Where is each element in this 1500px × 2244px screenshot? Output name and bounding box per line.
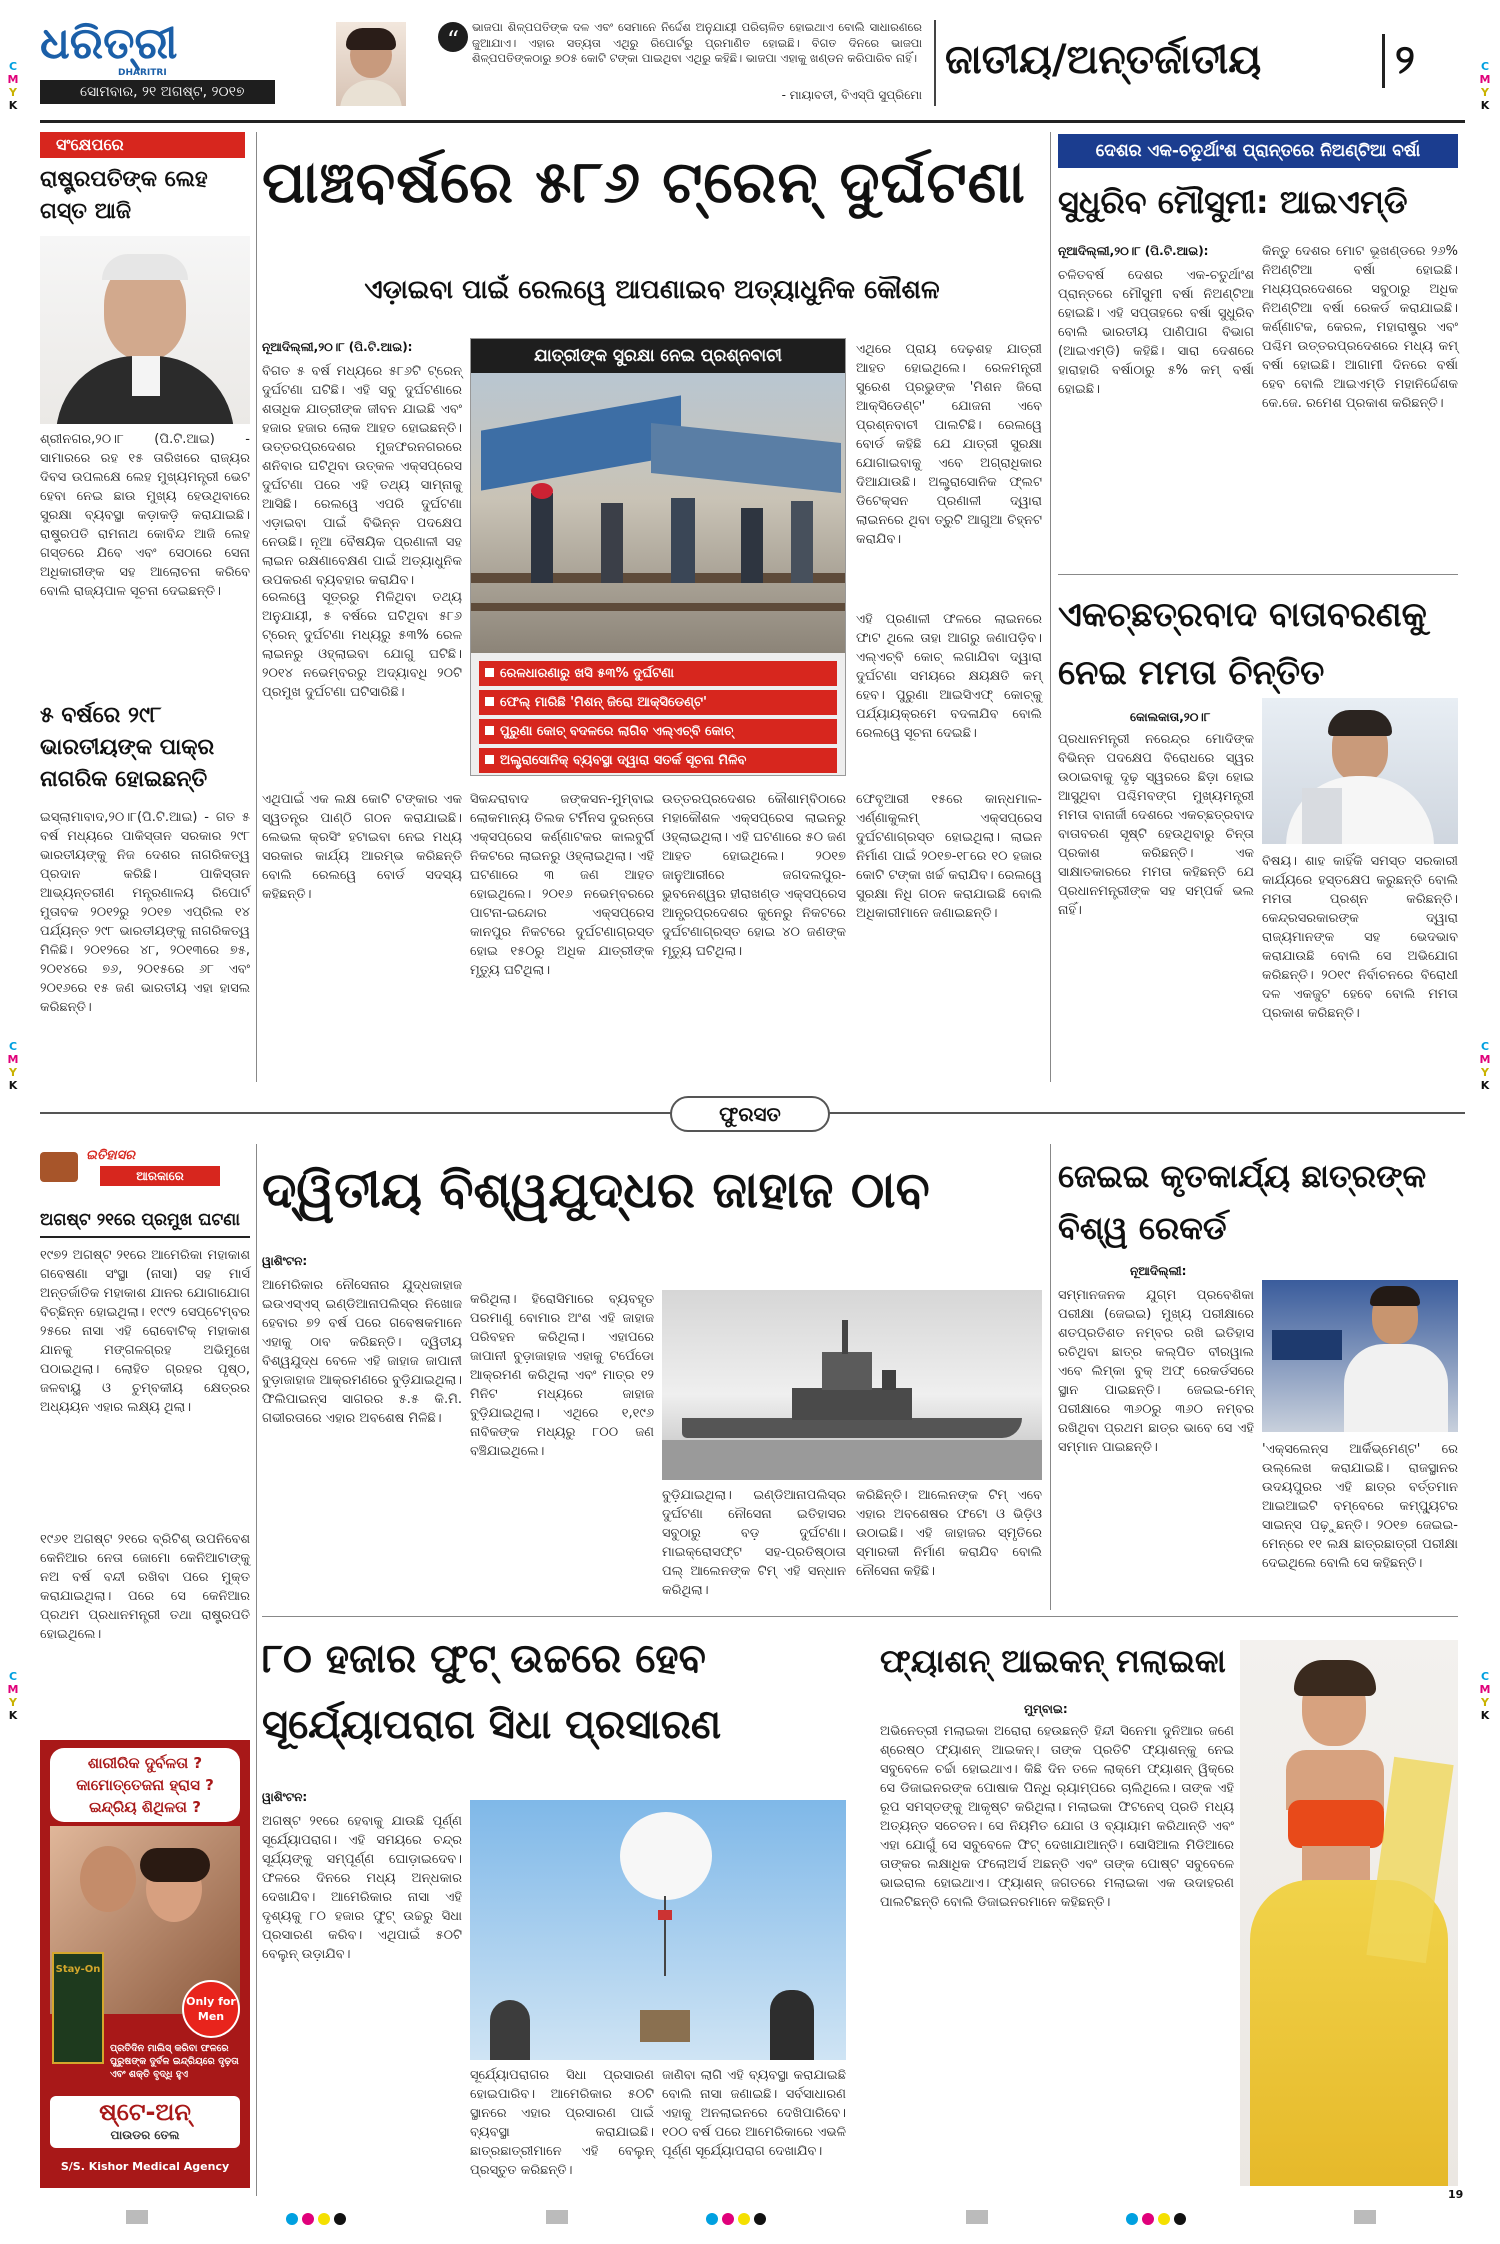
ad-question-2: କାମୋତ୍ତେଜନା ହ୍ରାସ ? xyxy=(76,1776,214,1794)
ship-col-3: ବୁଡ଼ିଯାଇଥିଲା। ଇଣ୍ଡିଆନାପଲିସ୍‌ର ଦୁର୍ଘଟଣା ନୌସେନା ଇତିହାସର ସବୁଠାରୁ ବଡ଼ ଦୁର୍ଘଟଣା। ମାଇକ୍ରୋସଫ୍ଟ ସହ-ପ୍ରତିଷ୍ଠାତା ପଲ୍ ଆଲେନଙ୍କ ଟିମ୍ ଏହି ସନ୍ଧାନ କରିଥିଲା। xyxy=(662,1488,846,1598)
monsoon-col-1: ଚଳିତବର୍ଷ ଦେଶର ଏକ-ଚତୁର୍ଥାଂଶ ପ୍ରାନ୍ତରେ ମୌସୁମୀ ବର୍ଷା ନିଅଣ୍ଟିଆ ହୋଇଛି। ଏହି ସପ୍ତାହରେ ବର୍ଷା ସୁଧୁରିବ ବୋଲି ଭାରତୀୟ ପାଣିପାଗ ବିଭାଗ (ଆଇଏମ୍‌ଡି) କହିଛି। ସାରା ଦେଶରେ ହାରାହାରି ବର୍ଷାଠାରୁ ୫% କମ୍ ବର୍ଷା ହୋଇଛି। xyxy=(1058,268,1254,397)
train-headline: ପାଞ୍ଚବର୍ଷରେ ୫୮୬ ଟ୍ରେନ୍ ଦୁର୍ଘଟଣା xyxy=(262,148,1026,216)
train-highlight-item: ପୁରୁଣା କୋଚ୍ ବଦଳରେ ଲାଗିବ ଏଲ୍‌ଏଚ୍‌ବି କୋଚ୍ xyxy=(479,719,837,744)
mamata-col-2: ବିଷୟ। ଶାହ କାହିଁକି ସମସ୍ତ ସରକାରୀ କାର୍ଯ୍ୟରେ ହସ୍ତକ୍ଷେପ କରୁଛନ୍ତି ବୋଲି ମମତା ପ୍ରଶ୍ନ କରିଛନ୍ତି। କେନ୍ଦ୍ରସରକାରଙ୍କ ଦ୍ୱାରା ରାଜ୍ୟମାନଙ୍କ ସହ ଭେଦଭାବ କରାଯାଉଛି ବୋଲି ସେ ଅଭିଯୋଗ କରିଛନ୍ତି। ୨୦୧୯ ନିର୍ବାଚନରେ ବିରୋଧୀ ଦଳ ଏକଜୁଟ ହେବେ ବୋଲି ମମତା ପ୍ରକାଶ କରିଛନ୍ତି। xyxy=(1262,854,1458,1021)
brief-body-1: ଶ୍ରୀନଗର,୨୦।୮ (ପି.ଟି.ଆଇ) - ସାମାରରେ ରହ ୧୫ ତାରିଖରେ ରାଜ୍ୟର ଦିବସ ଉପଲକ୍ଷେ ଲେହ ମୁଖ୍ୟମନ୍ତ୍ରୀ ଭେଟ ହେବା ନେଇ ଛାଉ ମୁଖ୍ୟ ହେଉଥିବାରେ ସୁରକ୍ଷା ବ୍ୟବସ୍ଥା କଡ଼ାକଡ଼ି କରାଯାଇଛି। ରାଷ୍ଟ୍ରପତି ରାମନାଥ କୋବିନ୍ଦ ଆଜି ଲେହ ଗସ୍ତରେ ଯିବେ ଏବଂ ସେଠାରେ ସେନା ଅଧିକାରୀଙ୍କ ସହ ଆଲୋଚନା କରିବେ ବୋଲି ରାଜ୍ୟପାଳ ସୂଚନା ଦେଇଛନ୍ତି। xyxy=(40,432,250,599)
monsoon-kicker: ଦେଶର ଏକ-ଚତୁର୍ଥାଂଶ ପ୍ରାନ୍ତରେ ନିଅଣ୍ଟିଆ ବର୍ଷା xyxy=(1058,134,1458,168)
history-item-1: ୧୯୭୨ ଅଗଷ୍ଟ ୨୧ରେ ଆମେରିକା ମହାକାଶ ଗବେଷଣା ସଂସ୍ଥା (ନାସା) ସହ ମାର୍ସ ଅନ୍ତର୍ଜାତିକ ମହାକାଶ ଯାନର ଯୋଗାଯୋଗ ବିଚ୍ଛିନ୍ନ ହୋଇଥିଲା। ୧୯୯୨ ସେପ୍ଟେମ୍ବର ୨୫ରେ ନାସା ଏହି ରୋବୋଟିକ୍ ମହାକାଶ ଯାନକୁ ମଙ୍ଗଳଗ୍ରହ ଅଭିମୁଖେ ପଠାଇଥିଲା। ଲୋହିତ ଗ୍ରହର ପୃଷ୍ଠ, ଜଳବାୟୁ ଓ ଚୁମ୍ବକୀୟ କ୍ଷେତ୍ରର ଅଧ୍ୟୟନ ଏହାର ଲକ୍ଷ୍ୟ ଥିଲା। xyxy=(40,1248,250,1415)
monsoon-dateline: ନୂଆଦିଲ୍ଲୀ,୨୦।୮ (ପି.ଟି.ଆଇ): xyxy=(1058,244,1209,258)
mamata-photo xyxy=(1262,698,1458,844)
warship-photo xyxy=(662,1290,1042,1480)
eclipse-col-1: ଅଗଷ୍ଟ ୨୧ରେ ହେବାକୁ ଯାଉଛି ପୂର୍ଣ୍ଣ ସୂର୍ଯ୍ୟୋପରାଗ। ଏହି ସମୟରେ ଚନ୍ଦ୍ର ସୂର୍ଯ୍ୟଙ୍କୁ ସମ୍ପୂର୍ଣ୍ଣ ଘୋଡ଼ାଇଦେବ। ଫଳରେ ଦିନରେ ମଧ୍ୟ ଅନ୍ଧକାର ଦେଖାଯିବ। ଆମେରିକାର ନାସା ଏହି ଦୃଶ୍ୟକୁ ୮୦ ହଜାର ଫୁଟ୍ ଉଚ୍ଚରୁ ସିଧା ପ୍ରସାରଣ କରିବ। ଏଥିପାଇଁ ୫୦ଟି ବେଲୁନ୍ ଉଡ଼ାଯିବ। xyxy=(262,1814,462,1962)
advertisement[interactable] xyxy=(40,1740,250,2188)
quote-author: - ମାୟାବତୀ, ବିଏସ୍‌ପି ସୁପ୍ରିମୋ xyxy=(781,88,922,102)
mamata-dateline: କୋଲକାତା,୨୦।୮ xyxy=(1130,710,1211,724)
train-accident-photo xyxy=(471,373,845,653)
train-photo-caption: ଯାତ୍ରୀଙ୍କ ସୁରକ୍ଷା ନେଇ ପ୍ରଶ୍ନବାଚୀ xyxy=(471,339,845,373)
mamata-headline: ଏକଚ୍ଛତ୍ରବାଦ ବାତାବରଣକୁ ନେଇ ମମତା ଚିନ୍ତିତ xyxy=(1058,595,1427,693)
jee-student-photo xyxy=(1262,1280,1458,1432)
mayawati-photo xyxy=(336,22,406,106)
masthead-logo-block xyxy=(40,18,280,118)
president-photo xyxy=(40,236,250,424)
registration-mark-top-right: C M Y K xyxy=(1479,60,1491,112)
fashion-body: ଅଭିନେତ୍ରୀ ମଲାଇକା ଅରୋରା ହେଉଛନ୍ତି ହିନ୍ଦୀ ସିନେମା ଦୁନିଆର ଜଣେ ଶ୍ରେଷ୍ଠ ଫ୍ୟାଶନ୍ ଆଇକନ୍। ତାଙ୍କ ପ୍ରତିଟି ଫ୍ୟାଶନ୍‌କୁ ନେଇ ସବୁବେଳେ ଚର୍ଚ୍ଚା ହୋଇଥାଏ। କିଛି ଦିନ ତଳେ ଲାକ୍ମେ ଫ୍ୟାଶନ୍ ୱିକ୍‌ରେ ସେ ଡିଜାଇନରଙ୍କ ପୋଷାକ ପିନ୍ଧି ର‌୍ୟାମ୍ପରେ ଚାଲିଥିଲେ। ତାଙ୍କ ଏହି ରୂପ ସମସ୍ତଙ୍କୁ ଆକୃଷ୍ଟ କରିଥିଲା। ମଲାଇକା ଫିଟନେସ୍ ପ୍ରତି ମଧ୍ୟ ଅତ୍ୟନ୍ତ ସଚେତନ। ସେ ନିୟମିତ ଯୋଗ ଓ ବ୍ୟାୟାମ କରିଥାନ୍ତି ଏବଂ ଏହା ଯୋଗୁଁ ସେ ସବୁବେଳେ ଫିଟ୍ ଦେଖାଯାଆନ୍ତି। ସୋସିଆଲ ମିଡିଆରେ ତାଙ୍କର ଲକ୍ଷାଧିକ ଫଲୋଅର୍ସ ଅଛନ୍ତି ଏବଂ ତାଙ୍କ ପୋଷ୍ଟ ସବୁବେଳେ ଭାଇରାଲ ହୋଇଥାଏ। ଫ୍ୟାଶନ୍ ଜଗତରେ ମଲାଇକା ଏକ ଉଦାହରଣ ପାଲଟିଛନ୍ତି ବୋଲି ଡିଜାଇନରମାନେ କହିଛନ୍ତି। xyxy=(880,1724,1234,1910)
registration-mark-mid-right: C M Y K xyxy=(1479,1040,1491,1092)
quote-icon: “ xyxy=(438,22,468,52)
ad-badge: Only for Men xyxy=(182,1980,240,2038)
registration-mark-low-right: C M Y K xyxy=(1479,1670,1491,1722)
train-col-7: ଏଥିପାଇଁ ଏକ ଲକ୍ଷ କୋଟି ଟଙ୍କାର ଏକ ସ୍ୱତନ୍ତ୍ର ପାଣ୍ଠି ଗଠନ କରାଯାଇଛି। ଲେଭଲ କ୍ରସିଂ ହଟାଇବା ନେଇ ମଧ୍ୟ ସରକାର କାର୍ଯ୍ୟ ଆରମ୍ଭ କରିଛନ୍ତି ବୋଲି ରେଲୱେ ବୋର୍ଡ ସଦସ୍ୟ କହିଛନ୍ତି। xyxy=(262,792,462,902)
ad-question-3: ଇନ୍ଦ୍ରିୟ ଶିଥିଳତା ? xyxy=(89,1798,201,1816)
ship-col-4: କରିଛିନ୍ତି। ଆଲେନଙ୍କ ଟିମ୍ ଏବେ ଏହାର ଅବଶେଷର ଫଟୋ ଓ ଭିଡ଼ିଓ ଉଠାଇଛି। ଏହି ଜାହାଜର ସ୍ମୃତିରେ ସ୍ମାରକୀ ନିର୍ମାଣ କରାଯିବ ବୋଲି ନୌସେନା କହିଛି। xyxy=(856,1488,1042,1579)
fashion-headline: ଫ୍ୟାଶନ୍ ଆଇକନ୍ ମଲାଇକା xyxy=(880,1642,1226,1680)
jee-headline: ଜେଇଇ କୃତକାର୍ଯ୍ୟ ଛାତ୍ରଙ୍କ ବିଶ୍ୱ ରେକର୍ଡ xyxy=(1058,1157,1427,1247)
folio-number: 19 xyxy=(1448,2188,1464,2201)
section-title: ଜାତୀୟ/ଅନ୍ତର୍ଜାତୀୟ xyxy=(945,37,1262,83)
print-color-bar xyxy=(126,2206,1376,2230)
eclipse-col-3: ଜାଣିବା ଲାଗି ଏହି ବ୍ୟବସ୍ଥା କରାଯାଇଛି ବୋଲି ନାସା ଜଣାଇଛି। ସର୍ବସାଧାରଣ ଏହାକୁ ଅନଲାଇନରେ ଦେଖିପାରିବେ। ୧୦୦ ବର୍ଷ ପରେ ଆମେରିକାରେ ଏଭଳି ପୂର୍ଣ୍ଣ ସୂର୍ଯ୍ୟୋପରାଗ ଦେଖାଯିବ। xyxy=(662,2068,846,2159)
jee-col-1: ସମ୍ମାନଜନକ ଯୁଗ୍ମ ପ୍ରବେଶିକା ପରୀକ୍ଷା (ଜେଇଇ) ମୁଖ୍ୟ ପରୀକ୍ଷାରେ ଶତପ୍ରତିଶତ ନମ୍ବର ରଖି ଇତିହାସ ରଚିଥିବା ଛାତ୍ର କଲ୍ପିତ ବୀରୱାଲ ଏବେ ଲିମ୍କା ବୁକ୍ ଅଫ୍ ରେକର୍ଡସରେ ସ୍ଥାନ ପାଇଛନ୍ତି। ଜେଇଇ-ମେନ୍ ପରୀକ୍ଷାରେ ୩୬୦ରୁ ୩୬୦ ନମ୍ବର ରଖିଥିବା ପ୍ରଥମ ଛାତ୍ର ଭାବେ ସେ ଏହି ସମ୍ମାନ ପାଇଛନ୍ତି। xyxy=(1058,1288,1254,1455)
history-item-2: ୧୯୬୧ ଅଗଷ୍ଟ ୨୧ରେ ବ୍ରିଟିଶ୍ ଉପନିବେଶ କେନିଆର ନେତା ଜୋମୋ କେନିଆଟାଙ୍କୁ ନଅ ବର୍ଷ ବନ୍ଦୀ ରଖିବା ପରେ ମୁକ୍ତ କରାଯାଇଥିଲା। ପରେ ସେ କେନିଆର ପ୍ରଥମ ପ୍ରଧାନମନ୍ତ୍ରୀ ତଥା ରାଷ୍ଟ୍ରପତି ହୋଇଥିଲେ। xyxy=(40,1532,250,1642)
history-label-block: ଇତିହାସର ଆରକାରେ xyxy=(40,1146,250,1204)
train-highlight-item: ଅଲ୍ଟ୍ରାସୋନିକ୍ ବ୍ୟବସ୍ଥା ଦ୍ୱାରା ସତର୍କ ସୂଚନା ମିଳିବ xyxy=(479,748,837,773)
history-title: ଅଗଷ୍ଟ ୨୧ରେ ପ୍ରମୁଖ ଘଟଣା xyxy=(40,1210,240,1230)
ship-dateline: ୱାଶିଂଟନ: xyxy=(262,1254,308,1268)
eclipse-headline: ୮୦ ହଜାର ଫୁଟ୍ ଉଚ୍ଚରେ ହେବ ସୂର୍ଯ୍ୟୋପରାଗ ସିଧା ପ୍ରସାରଣ xyxy=(262,1636,722,1748)
train-col-3: ଏଥିରେ ପ୍ରାୟ ଦେଢ଼ଶହ ଯାତ୍ରୀ ଆହତ ହୋଇଥିଲେ। ରେଳମନ୍ତ୍ରୀ ସୁରେଶ ପ୍ରଭୁଙ୍କ 'ମିଶନ ଜିରୋ ଆକ୍‌ସିଡେଣ୍ଟ' ଯୋଜନା ଏବେ ପ୍ରଶ୍ନବାଚୀ ପାଲଟିଛି। ରେଲୱେ ବୋର୍ଡ କହିଛି ଯେ ଯାତ୍ରୀ ସୁରକ୍ଷା ଯୋଗାଇବାକୁ ଏବେ ଅଗ୍ରାଧିକାର ଦିଆଯାଉଛି। ଅଲ୍ଟ୍ରାସୋନିକ ଫ୍ଲଟ ଡିଟେକ୍ସନ ପ୍ରଣାଳୀ ଦ୍ୱାରା ଲାଇନରେ ଥିବା ତ୍ରୁଟି ଆଗୁଆ ଚିହ୍ନଟ କରାଯିବ। xyxy=(856,342,1042,547)
mamata-col-1: ପ୍ରଧାନମନ୍ତ୍ରୀ ନରେନ୍ଦ୍ର ମୋଦିଙ୍କ ବିଭିନ୍ନ ପଦକ୍ଷେପ ବିରୋଧରେ ସ୍ୱର ଉଠାଇବାକୁ ଦୃଢ଼ ସ୍ୱରରେ ଛିଡ଼ା ହୋଇ ଆସୁଥିବା ପଶ୍ଚିମବଙ୍ଗ ମୁଖ୍ୟମନ୍ତ୍ରୀ ମମତା ବାନାର୍ଜୀ ଦେଶରେ ଏକଚ୍ଛତ୍ରବାଦ ବାତାବରଣ ସୃଷ୍ଟି ହେଉଥିବାରୁ ଚିନ୍ତା ପ୍ରକାଶ କରିଛନ୍ତି। ଏକ ସାକ୍ଷାତକାରରେ ମମତା କହିଛନ୍ତି ଯେ ପ୍ରଧାନମନ୍ତ୍ରୀଙ୍କ ସହ ସମ୍ପର୍କ ଭଲ ନାହିଁ। xyxy=(1058,732,1254,918)
ship-headline: ଦ୍ୱିତୀୟ ବିଶ୍ୱଯୁଦ୍ଧର ଜାହାଜ ଠାବ xyxy=(262,1161,930,1219)
ad-company: S/S. Kishor Medical Agency xyxy=(60,2160,230,2173)
newspaper-logo-sub: DHARITRI xyxy=(118,68,167,78)
train-highlights xyxy=(479,661,837,777)
registration-mark-mid-left: C M Y K xyxy=(7,1040,19,1092)
train-subhead: ଏଡ଼ାଇବା ପାଇଁ ରେଲୱେ ଆପଣାଇବ ଅତ୍ୟାଧୁନିକ କୌଶଳ xyxy=(364,275,940,305)
eclipse-dateline: ୱାଶିଂଟନ: xyxy=(262,1790,308,1804)
fashion-dateline: ମୁମ୍ବାଇ: xyxy=(1024,1702,1068,1716)
masthead-quote: ଭାଜପା ଶିଳ୍ପପତିଙ୍କ ଦଳ ଏବଂ ସେମାନେ ନିର୍ଦ୍ଦେଶ ଅନୁଯାୟୀ ପରିଚାଳିତ ହୋଇଥାଏ ବୋଲି ସାଧାରଣରେ ଜୁଆଯାଏ। ଏହାର ସତ୍ୟତା ଏଥିରୁ ରିପୋର୍ଟରୁ ପ୍ରମାଣିତ ହୋଇଛି। ବିଗତ ଦିନରେ ଭାଜପା ଶିଳ୍ପପତିଙ୍କଠାରୁ ୭୦୫ କୋଟି ଟଙ୍କା ପାଇଥିବା ଏଥିରୁ କହିଛି। ଭାଜପା ଏହାକୁ ଖଣ୍ଡନ କରିପାରିବ ନାହିଁ। xyxy=(472,20,922,65)
ship-col-2: କରିଥିଲା। ହିରୋସିମାରେ ବ୍ୟବହୃତ ପରମାଣୁ ବୋମାର ଅଂଶ ଏହି ଜାହାଜ ପରିବହନ କରିଥିଲା। ଏହାପରେ ଜାପାନୀ ବୁଡ଼ାଜାହାଜ ଏହାକୁ ଟର୍ପେଡୋ ଆକ୍ରମଣ କରିଥିଲା ଏବଂ ମାତ୍ର ୧୨ ମିନିଟ ମଧ୍ୟରେ ଜାହାଜ ବୁଡ଼ିଯାଇଥିଲା। ଏଥିରେ ୧,୧୯୬ ନାବିକଙ୍କ ମଧ୍ୟରୁ ୮୦୦ ଜଣ ବଞ୍ଚିଯାଇଥିଲେ। xyxy=(470,1292,654,1459)
malaika-photo xyxy=(1240,1640,1458,2186)
train-dateline: ନୂଆଦିଲ୍ଲୀ,୨୦।୮ (ପି.ଟି.ଆଇ): xyxy=(262,340,413,354)
train-col-2: ସିକନ୍ଦରାବାଦ ଜଙ୍କସନ-ମୁମ୍ବାଇ ଲୋକମାନ୍ୟ ତିଲକ ଟର୍ମିନସ ଦୁରନ୍ତୋ ଏକ୍ସପ୍ରେସ କର୍ଣ୍ଣାଟକର କାଲବୁର୍ଗି ନିକଟରେ ଲାଇନରୁ ଓହ୍ଲାଇଥିଲା। ଏହି ଘଟଣାରେ ୩ ଜଣ ଆହତ ହୋଇଥିଲେ। ୨୦୧୬ ନଭେମ୍ବରରେ ପାଟନା-ଇନ୍ଦୋର ଏକ୍ସପ୍ରେସ କାନପୁର ନିକଟରେ ଦୁର୍ଘଟଣାଗ୍ରସ୍ତ ହୋଇ ୧୫୦ରୁ ଅଧିକ ଯାତ୍ରୀଙ୍କ ମୃତ୍ୟୁ ଘଟିଥିଲା। xyxy=(470,792,654,978)
ad-note: ପ୍ରତିଦିନ ମାଲିସ୍ କରିବା ଫଳରେ ପୁରୁଷଙ୍କ ଦୁର୍ବଳ ଇନ୍ଦ୍ରିୟରେ ଦୃଢ଼ତା ଏବଂ ଶକ୍ତି ବୃଦ୍ଧି ହୁଏ xyxy=(110,2043,239,2080)
monsoon-headline: ସୁଧୁରିବ ମୌସୁମୀ: ଆଇଏମ୍‌ଡି xyxy=(1058,183,1408,221)
train-highlight-item: ରେଳଧାରଣାରୁ ଖସି ୫୩% ଦୁର୍ଘଟଣା xyxy=(479,661,837,686)
jee-col-2: 'ଏକ୍ସଲେନ୍ସ ଆର୍କିଭ୍‌ମେଣ୍ଟ' ରେ ଉଲ୍ଲେଖ କରାଯାଇଛି। ରାଜସ୍ଥାନର ଉଦୟପୁରର ଏହି ଛାତ୍ର ବର୍ତ୍ତମାନ ଆଇଆଇଟି ବମ୍ବେରେ କମ୍ପ୍ୟୁଟର ସାଇନ୍ସ ପଢ଼ୁଛନ୍ତି। ୨୦୧୭ ଜେଇଇ-ମେନ୍‌ରେ ୧୧ ଲକ୍ଷ ଛାତ୍ରଛାତ୍ରୀ ପରୀକ୍ଷା ଦେଇଥିଲେ ବୋଲି ସେ କହିଛନ୍ତି। xyxy=(1262,1442,1458,1571)
fursat-section-label: ଫୁରସତ xyxy=(670,1096,830,1132)
ad-brand: ଷ୍ଟେ-ଅନ୍ xyxy=(99,2098,191,2126)
newspaper-logo: ଧରିତ୍ରୀ xyxy=(40,18,178,69)
train-photo-box xyxy=(470,338,846,776)
monsoon-col-2: କିନ୍ତୁ ଦେଶର ମୋଟ ଭୂଖଣ୍ଡରେ ୨୬% ନିଅଣ୍ଟିଆ ବର୍ଷା ହୋଇଛି। ମଧ୍ୟପ୍ରଦେଶରେ ସବୁଠାରୁ ଅଧିକ ନିଅଣ୍ଟିଆ ବର୍ଷା ରେକର୍ଡ କରାଯାଇଛି। କର୍ଣ୍ଣାଟକ, କେରଳ, ମହାରାଷ୍ଟ୍ର ଏବଂ ପଶ୍ଚିମ ଉତ୍ତରପ୍ରଦେଶରେ ମଧ୍ୟ କମ୍ ବର୍ଷା ହୋଇଛି। ଆଗାମୀ ଦିନରେ ବର୍ଷା ହେବ ବୋଲି ଆଇଏମ୍‌ଡି ମହାନିର୍ଦ୍ଦେଶକ କେ.ଜେ. ରମେଶ ପ୍ରକାଶ କରିଛନ୍ତି। xyxy=(1262,244,1458,411)
balloon-photo xyxy=(470,1800,846,2060)
registration-mark-low-left: C M Y K xyxy=(7,1670,19,1722)
train-col-5: ଉତ୍ତରପ୍ରଦେଶର କୌଶାମ୍ବିଠାରେ ମହାକୌଶଳ ଏକ୍ସପ୍ରେସ ଲାଇନରୁ ଓହ୍ଲାଇଥିଲା। ଏହି ଘଟଣାରେ ୫୦ ଜଣ ଆହତ ହୋଇଥିଲେ। ୨୦୧୭ ଜାନୁଆରୀରେ ଜଗଦଲପୁର-ଭୁବନେଶ୍ୱର ହୀରାଖଣ୍ଡ ଏକ୍ସପ୍ରେସ ଆନ୍ଧ୍ରପ୍ରଦେଶର କୁନେରୁ ନିକଟରେ ଦୁର୍ଘଟଣାଗ୍ରସ୍ତ ହୋଇ ୪୦ ଜଣଙ୍କ ମୃତ୍ୟୁ ଘଟିଥିଲା। xyxy=(662,792,846,959)
jee-dateline: ନୂଆଦିଲ୍ଲୀ: xyxy=(1130,1264,1187,1278)
ad-brand-sub: ପାଉଡର ତେଲ xyxy=(110,2128,180,2142)
ship-col-1: ଆମେରିକାର ନୌସେନାର ଯୁଦ୍ଧଜାହାଜ ଇଉଏସ୍‌ଏସ୍ ଇଣ୍ଡିଆନାପଲିସ୍‌ର ନିଖୋଜ ହେବାର ୭୨ ବର୍ଷ ପରେ ଗବେଷକମାନେ ଏହାକୁ ଠାବ କରିଛନ୍ତି। ଦ୍ୱିତୀୟ ବିଶ୍ୱଯୁଦ୍ଧ ବେଳେ ଏହି ଜାହାଜ ଜାପାନୀ ବୁଡ଼ାଜାହାଜ ଆକ୍ରମଣରେ ବୁଡ଼ିଯାଇଥିଲା। ଫିଲିପାଇନ୍ସ ସାଗରର ୫.୫ କି.ମି. ଗଭୀରତାରେ ଏହାର ଅବଶେଷ ମିଳିଛି। xyxy=(262,1278,462,1426)
issue-date: ସୋମବାର, ୨୧ ଅଗଷ୍ଟ, ୨୦୧୭ xyxy=(40,80,275,104)
train-col-1: ବିଗତ ୫ ବର୍ଷ ମଧ୍ୟରେ ୫୮୬ଟି ଟ୍ରେନ୍ ଦୁର୍ଘଟଣା ଘଟିଛି। ଏହି ସବୁ ଦୁର୍ଘଟଣାରେ ଶତାଧିକ ଯାତ୍ରୀଙ୍କ ଜୀବନ ଯାଇଛି ଏବଂ ହଜାର ହଜାର ଲୋକ ଆହତ ହୋଇଛନ୍ତି। ଉତ୍ତରପ୍ରଦେଶର ମୁଜଫରନଗରରେ ଶନିବାର ଘଟିଥିବା ଉତ୍କଳ ଏକ୍ସପ୍ରେସ ଦୁର୍ଘଟଣା ପରେ ଏହି ତଥ୍ୟ ସାମ୍ନାକୁ ଆସିଛି। ରେଲୱେ ଏପରି ଦୁର୍ଘଟଣା ଏଡ଼ାଇବା ପାଇଁ ବିଭିନ୍ନ ପଦକ୍ଷେପ ନେଉଛି। ନୂଆ ବୈଷୟିକ ପ୍ରଣାଳୀ ସହ ଲାଇନ ରକ୍ଷଣାବେକ୍ଷଣ ପାଇଁ ଅତ୍ୟାଧୁନିକ ଉପକରଣ ବ୍ୟବହାର କରାଯିବ। xyxy=(262,364,462,588)
page-number: ୨ xyxy=(1395,37,1415,83)
eclipse-col-2: ସୂର୍ଯ୍ୟୋପରାଗର ସିଧା ପ୍ରସାରଣ ହୋଇପାରିବ। ଆମେରିକାର ୫୦ଟି ସ୍ଥାନରେ ଏହାର ପ୍ରସାରଣ ପାଇଁ ବ୍ୟବସ୍ଥା କରାଯାଇଛି। ଛାତ୍ରଛାତ୍ରୀମାନେ ଏହି ବେଲୁନ୍ ପ୍ରସ୍ତୁତ କରିଛନ୍ତି। xyxy=(470,2068,654,2178)
registration-mark-top-left: C M Y K xyxy=(7,60,19,112)
train-col-1b: ରେଲୱେ ସୂତ୍ରରୁ ମିଳିଥିବା ତଥ୍ୟ ଅନୁଯାୟୀ, ୫ ବର୍ଷରେ ଘଟିଥିବା ୫୮୬ ଟ୍ରେନ୍ ଦୁର୍ଘଟଣା ମଧ୍ୟରୁ ୫୩% ରେଳ ଲାଇନରୁ ଓହ୍ଲାଇବା ଯୋଗୁ ଘଟିଛି। ୨୦୧୪ ନଭେମ୍ବରରୁ ଅଦ୍ୟାବଧି ୨୦ଟି ପ୍ରମୁଖ ଦୁର୍ଘଟଣା ଘଟିସାରିଛି। xyxy=(262,590,462,700)
ad-question-1: ଶାରୀରିକ ଦୁର୍ବଳତା ? xyxy=(87,1754,203,1772)
book-icon xyxy=(40,1152,78,1182)
brief-headline-2: ୫ ବର୍ଷରେ ୨୯୮ ଭାରତୀୟଙ୍କ ପାକ୍‌ର ନାଗରିକ ହୋଇଛନ୍ତି xyxy=(40,703,215,792)
train-col-4: ଏହି ପ୍ରଣାଳୀ ଫଳରେ ଲାଇନରେ ଫାଟ ଥିଲେ ତାହା ଆଗରୁ ଜଣାପଡ଼ିବ। ଏଲ୍‌ଏଚ୍‌ବି କୋଚ୍ ଲଗାଯିବା ଦ୍ୱାରା ଦୁର୍ଘଟଣା ସମୟରେ କ୍ଷୟକ୍ଷତି କମ୍ ହେବ। ପୁରୁଣା ଆଇସିଏଫ୍ କୋଚ୍‌କୁ ପର୍ଯ୍ୟାୟକ୍ରମେ ବଦଳାଯିବ ବୋଲି ରେଲୱେ ସୂଚନା ଦେଇଛି। xyxy=(856,612,1042,741)
ad-bottle: Stay-On xyxy=(52,1952,104,2064)
brief-headline-1: ରାଷ୍ଟ୍ରପତିଙ୍କ ଲେହ ଗସ୍ତ ଆଜି xyxy=(40,167,208,224)
brief-body-2: ଇସ୍‌ଲାମାବାଦ,୨୦।୮(ପି.ଟି.ଆଇ) - ଗତ ୫ ବର୍ଷ ମଧ୍ୟରେ ପାକିସ୍ତାନ ସରକାର ୨୯୮ ଭାରତୀୟଙ୍କୁ ନିଜ ଦେଶର ନାଗରିକତ୍ୱ ପ୍ରଦାନ କରିଛି। ପାକିସ୍ତାନ ଆଭ୍ୟନ୍ତରୀଣ ମନ୍ତ୍ରଣାଳୟ ରିପୋର୍ଟ ମୁତାବକ ୨୦୧୨ରୁ ୨୦୧୭ ଏପ୍ରିଲ ୧୪ ପର୍ଯ୍ୟନ୍ତ ୨୯୮ ଭାରତୀୟଙ୍କୁ ନାଗରିକତ୍ୱ ମିଳିଛି। ୨୦୧୨ରେ ୪୮, ୨୦୧୩ରେ ୭୫, ୨୦୧୪ରେ ୭୬, ୨୦୧୫ରେ ୬୮ ଏବଂ ୨୦୧୬ରେ ୧୫ ଜଣ ଭାରତୀୟ ଏହା ହାସଲ କରିଛନ୍ତି। xyxy=(40,810,250,1015)
train-col-6: ଫେବୃଆରୀ ୧୫ରେ କାନ୍ଧମାଳ-ଏର୍ଣ୍ଣାକୁଲମ୍ ଏକ୍ସପ୍ରେସ ଦୁର୍ଘଟଣାଗ୍ରସ୍ତ ହୋଇଥିଲା। ଲାଇନ ନିର୍ମାଣ ପାଇଁ ୨୦୧୭-୧୮ରେ ୧୦ ହଜାର କୋଟି ଟଙ୍କା ଖର୍ଚ୍ଚ କରାଯିବ। ରେଲୱେ ସୁରକ୍ଷା ନିଧି ଗଠନ କରାଯାଇଛି ବୋଲି ଅଧିକାରୀମାନେ ଜଣାଇଛନ୍ତି। xyxy=(856,792,1042,921)
train-highlight-item: ଫେଲ୍ ମାରିଛି 'ମିଶନ୍ ଜିରୋ ଆକ୍ସିଡେଣ୍ଟ' xyxy=(479,690,837,715)
brief-label: ସଂକ୍ଷେପରେ xyxy=(40,132,245,158)
